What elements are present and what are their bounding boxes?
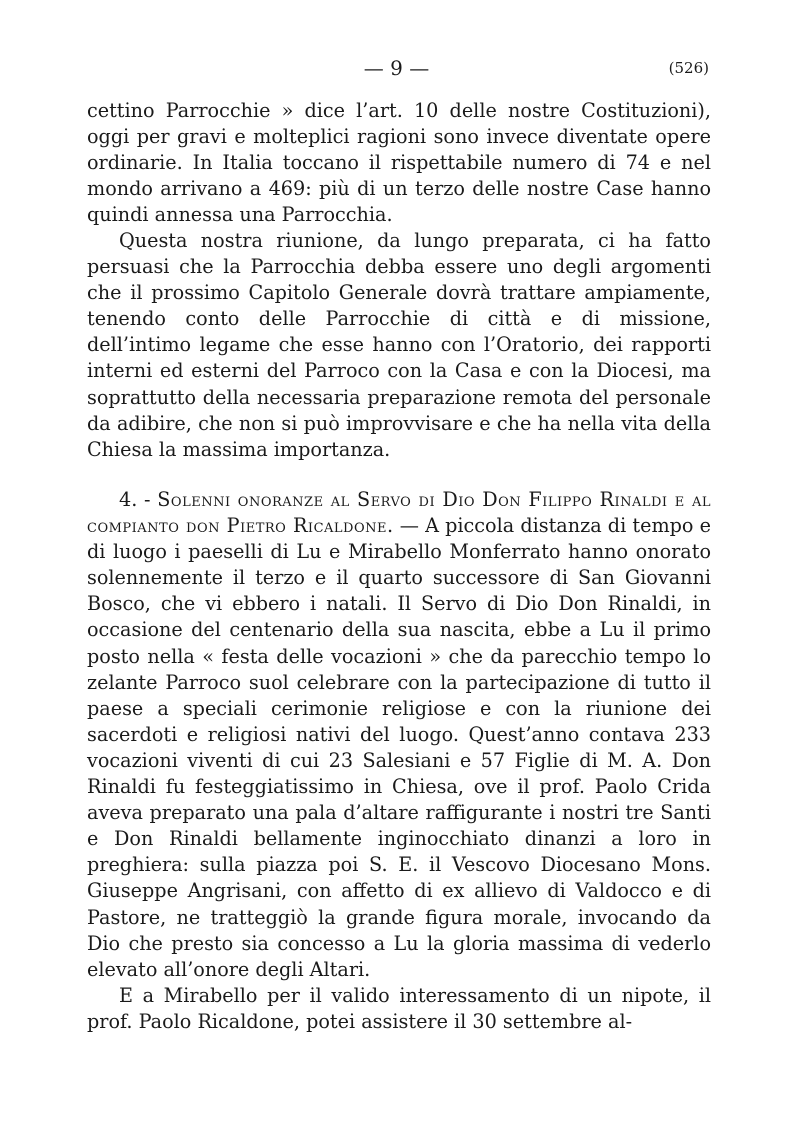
section-heading: Solenni onoranze al Servo di Dio Don Filippo Rinaldi e al compianto don Pietro Ricaldone. <box>87 488 711 538</box>
paragraph-parish-meeting: Questa nostra riunione, da lungo preparata, ci ha fatto persuasi che la Parrocchia debba essere uno degli argomenti che il prossimo Capitolo Generale dovrà trattare ampiamente, tenendo conto delle Parrocchie di città e di missione, dell’intimo legame che esse hanno con l’Oratorio, dei rapporti interni ed esterni del Parroco con la Casa e con la Diocesi, ma soprattutto della necessaria preparazione remota del personale da adibire, che non si può improvvisare e che ha nella vita della Chiesa la massima importanza. <box>87 229 711 461</box>
page-header <box>0 56 793 84</box>
section-number: 4. - <box>119 488 151 511</box>
page-reference-number: (526) <box>668 59 709 77</box>
section-text: — A piccola distanza di tempo e di luogo i paeselli di Lu e Mirabello Monferrato hanno onorato solennemente il terzo e il quarto successore di San Giovanni Bosco, che vi ebbero i natali. Il Servo di Dio Don Rinaldi, in occasione del centenario della sua nascita, ebbe a Lu il primo posto nella « festa delle vocazioni » che da parecchio tempo lo zelante Parroco suol celebrare con la partecipazione di tutto il paese a speciali cerimonie religiose e con la riunione dei sacerdoti e religiosi nativi del luogo. Quest’anno contava 233 vocazioni viventi di cui 23 Salesiani e 57 Figlie di M. A. Don Rinaldi fu festeggiatissimo in Chiesa, ove il prof. Paolo Crida aveva preparato una pala d’altare raffigurante i nostri tre Santi e Don Rinaldi bellamente inginocchiato dinanzi a loro in preghiera: sulla piazza poi S. E. il Vescovo Diocesano Mons. Giuseppe Angrisani, con affetto di ex allievo di Valdocco e di Pastore, ne tratteggiò la grande figura morale, invocando da Dio che presto sia concesso a Lu la gloria massima di vederlo elevato all’onore degli Altari. <box>87 514 711 981</box>
section-4 <box>87 487 711 1035</box>
page-number: — 9 — <box>363 56 430 80</box>
section-4-paragraph <box>87 487 711 983</box>
paragraph-continuation: cettino Parrocchie » dice l’art. 10 delle nostre Costituzioni), oggi per gravi e molteplici ragioni sono invece diventate opere ordinarie. In Italia toccano il rispettabile numero di 74 e nel mondo arrivano a 469: più di un terzo delle nostre Case hanno quindi annessa una Parrocchia. <box>87 99 711 227</box>
section-4-paragraph-mirabello: E a Mirabello per il valido interessamento di un nipote, il prof. Paolo Ricaldone, potei assistere il 30 settembre al- <box>87 983 711 1033</box>
